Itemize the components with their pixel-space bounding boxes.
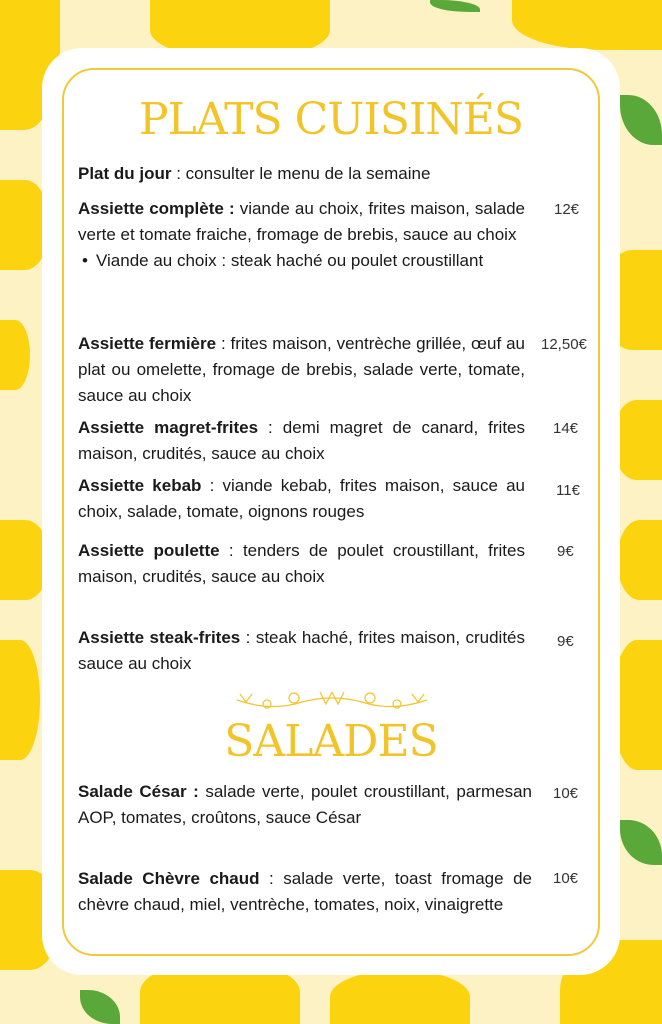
separator: : xyxy=(201,476,223,495)
item-price: 10€ xyxy=(553,870,579,887)
menu-item xyxy=(78,538,525,590)
leaf xyxy=(80,990,120,1024)
menu-item xyxy=(78,331,525,409)
separator: : xyxy=(216,334,231,353)
separator: : xyxy=(171,164,186,183)
item-name: Assiette kebab xyxy=(78,476,202,495)
item-name: Assiette complète : xyxy=(78,199,235,218)
item-name: Salade Chèvre chaud xyxy=(78,869,260,888)
item-price: 9€ xyxy=(557,543,574,560)
item-desc: demi magret de canard, frites maison, crudités, sauce au choix xyxy=(78,418,526,463)
item-desc: steak haché, frites maison, crudités sauce au choix xyxy=(78,628,525,673)
item-note: • Viande au choix : steak haché ou poulet croustillant xyxy=(78,248,525,274)
item-price: 12€ xyxy=(554,201,580,218)
leaf xyxy=(620,820,662,865)
menu-item xyxy=(78,415,525,467)
blob xyxy=(330,970,470,1024)
separator: : xyxy=(240,628,256,647)
item-name: Assiette steak-frites xyxy=(78,628,241,647)
leaf xyxy=(430,0,480,12)
blob xyxy=(0,320,30,390)
menu-item xyxy=(78,779,532,831)
separator: : xyxy=(259,869,284,888)
item-name: Assiette fermière xyxy=(78,334,217,353)
blob xyxy=(512,0,662,50)
item-price: 12,50€ xyxy=(541,336,587,353)
item-name: Assiette magret-frites xyxy=(78,418,259,437)
item-desc: viande kebab, frites maison, sauce au choix, salade, tomate, oignons rouges xyxy=(78,476,526,521)
menu-item xyxy=(78,161,525,187)
menu-item xyxy=(78,866,532,918)
item-desc: viande au choix, frites maison, salade verte et tomate fraiche, fromage de brebis, sauce au choix xyxy=(78,199,525,244)
item-desc: salade verte, toast fromage de chèvre chaud, miel, ventrèche, tomates, noix, vinaigrette xyxy=(78,869,532,914)
section-title-salades: SALADES xyxy=(224,716,438,767)
menu-item xyxy=(78,196,525,274)
item-price: 9€ xyxy=(557,633,574,650)
separator: : xyxy=(258,418,283,437)
item-name: Assiette poulette xyxy=(78,541,220,560)
item-desc: frites maison, ventrèche grillée, œuf au plat ou omelette, fromage de brebis, salade verte, tomate, sauce au choix xyxy=(78,334,525,405)
menu-item xyxy=(78,473,525,525)
item-desc: tenders de poulet croustillant, frites maison, crudités, sauce au choix xyxy=(78,541,525,586)
item-price: 11€ xyxy=(556,482,580,499)
item-price: 10€ xyxy=(553,785,579,802)
blob xyxy=(617,520,662,600)
floral-ornament-icon xyxy=(232,690,432,714)
item-desc: salade verte, poulet croustillant, parmesan AOP, tomates, croûtons, sauce César xyxy=(78,782,532,827)
item-name: Salade César : xyxy=(78,782,199,801)
item-price: 14€ xyxy=(553,420,579,437)
menu-item xyxy=(78,625,525,677)
item-name: Plat du jour xyxy=(78,164,172,183)
separator: : xyxy=(219,541,243,560)
item-desc: consulter le menu de la semaine xyxy=(185,164,431,183)
section-title-plats: PLATS CUISINÉS xyxy=(138,94,524,145)
